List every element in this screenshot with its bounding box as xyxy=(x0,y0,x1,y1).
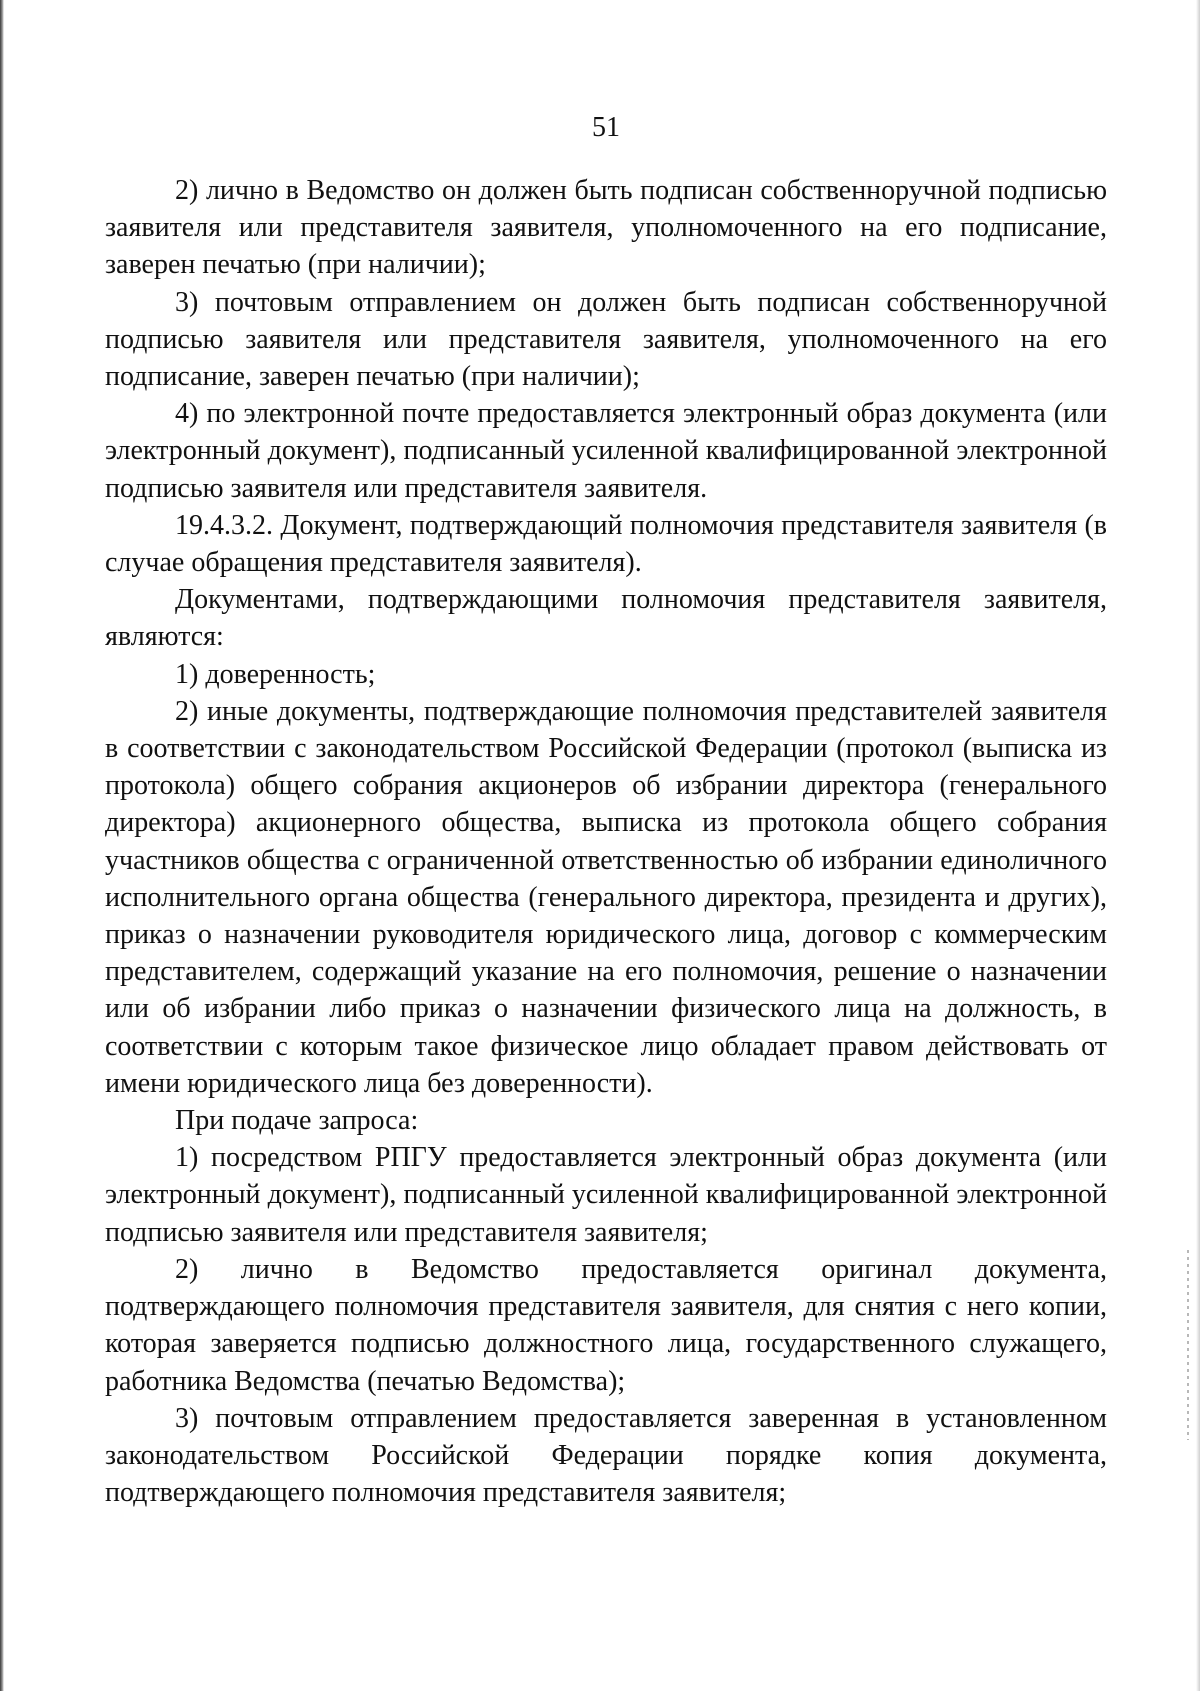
document-body xyxy=(105,172,1107,1511)
paragraph: 3) почтовым отправлением предоставляется заверенная в установленном законодательством Российской Федерации порядке копия документа, подтверждающего полномочия представителя заявителя; xyxy=(105,1402,1107,1509)
paragraph: 4) по электронной почте предоставляется электронный образ документа (или электронный документ), подписанный усиленной квалифицированной электронной подписью заявителя или представителя заявителя. xyxy=(105,398,1107,504)
paragraph: При подаче запроса: xyxy=(175,1105,419,1137)
paragraph: 2) лично в Ведомство он должен быть подписан собственноручной подписью заявителя или представителя заявителя, уполномоченного на его подписание, заверен печатью (при наличии); xyxy=(105,175,1107,281)
scan-mark xyxy=(1187,1250,1189,1440)
scan-edge-left xyxy=(0,0,4,1691)
paragraph: 1) доверенность; xyxy=(175,658,376,690)
paragraph: Документами, подтверждающими полномочия представителя заявителя, являются: xyxy=(105,584,1107,653)
paragraph: 3) почтовым отправлением он должен быть подписан собственноручной подписью заявителя или представителя заявителя, уполномоченного на его подписание, заверен печатью (при наличии); xyxy=(105,286,1107,393)
scan-edge-right xyxy=(1196,0,1200,1691)
paragraph: 2) иные документы, подтверждающие полномочия представителей заявителя в соответствии с законодательством Российской Федерации (протокол (выписка из протокола) общего собрания акционеров об избрании директора (генерального директора) акционерного общества, выписка из протокола общего собрания участников общества с ограниченной ответственностью об избрании единоличного исполнительного органа общества (генерального директора, президента и других), приказ о назначении руководителя юридического лица, договор с коммерческим представителем, содержащий указание на его полномочия, решение о назначении или об избрании либо приказ о назначении физического лица на должность, в соответствии с которым такое физическое лицо обладает правом действовать от имени юридического лица без доверенности). xyxy=(105,695,1107,1099)
paragraph: 1) посредством РПГУ предоставляется электронный образ документа (или электронный документ), подписанный усиленной квалифицированной электронной подписью заявителя или представителя заявителя; xyxy=(105,1142,1107,1248)
paragraph: 19.4.3.2. Документ, подтверждающий полномочия представителя заявителя (в случае обращения представителя заявителя). xyxy=(105,509,1107,579)
page-number: 51 xyxy=(592,112,620,143)
paragraph: 2) лично в Ведомство предоставляется оригинал документа, подтверждающего полномочия представителя заявителя, для снятия с него копии, которая заверяется подписью должностного лица, государственного служащего, работника Ведомства (печатью Ведомства); xyxy=(105,1253,1107,1397)
